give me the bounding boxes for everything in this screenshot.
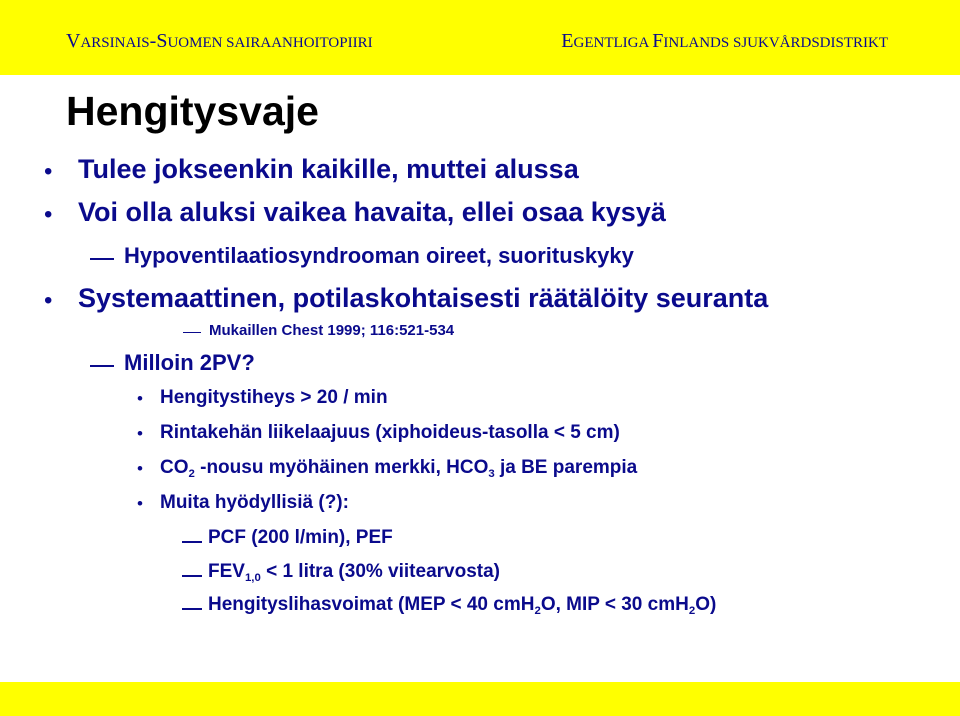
sub-bullet-item: Rintakehän liikelaajuus (xiphoideus-tasolla < 5 cm) bbox=[160, 422, 620, 443]
sub-item: Milloin 2PV? bbox=[124, 350, 255, 375]
bullet-icon: • bbox=[44, 287, 53, 314]
bullet-icon: • bbox=[137, 424, 143, 443]
dash-item: PCF (200 l/min), PEF bbox=[208, 527, 393, 548]
bullet-icon: • bbox=[137, 389, 143, 408]
dash-icon bbox=[90, 365, 114, 367]
bullet-icon: • bbox=[137, 494, 143, 513]
slide-title: Hengitysvaje bbox=[66, 88, 319, 134]
dash-item-fev: $FEV_{1,0} < 1$ litra (30% viitearvosta) bbox=[208, 561, 500, 584]
org-name-finnish: VARSINAIS-SUOMEN SAIRAANHOITOPIIRI bbox=[66, 30, 373, 52]
dash-icon bbox=[182, 541, 202, 543]
sub-bullet-item: Hengitystiheys > 20 / min bbox=[160, 387, 388, 408]
bullet-item: Tulee jokseenkin kaikille, muttei alussa bbox=[78, 154, 579, 184]
dash-icon bbox=[90, 258, 114, 260]
sub-item: Hypoventilaatiosyndrooman oireet, suorituskyky bbox=[124, 243, 634, 268]
dash-icon bbox=[182, 575, 202, 577]
sub-bullet-item: Muita hyödyllisiä (?): bbox=[160, 492, 349, 513]
bullet-item: Voi olla aluksi vaikea havaita, ellei osaa kysyä bbox=[78, 197, 666, 227]
bullet-item: Systemaattinen, potilaskohtaisesti räätälöity seuranta bbox=[78, 283, 769, 313]
dash-icon bbox=[182, 608, 202, 610]
bullet-icon: • bbox=[137, 459, 143, 478]
bullet-icon: • bbox=[44, 201, 53, 228]
header-bar bbox=[0, 0, 960, 75]
dash-icon bbox=[183, 332, 201, 333]
org-name-swedish: EGENTLIGA FINLANDS SJUKVÅRDSDISTRIKT bbox=[561, 30, 888, 52]
reference-item: Mukaillen Chest 1999; 116:521-534 bbox=[209, 322, 455, 339]
bullet-icon: • bbox=[44, 158, 53, 185]
sub-bullet-item-co2: $CO_2$ -nousu myöhäinen merkki, $HCO_3$ ja BE parempia bbox=[160, 457, 638, 480]
dash-item-lihas: Hengityslihasvoimat (MEP < 40 cmH$_2$O, MIP < 30 cmH$_2$O) bbox=[208, 594, 717, 617]
footer-bar bbox=[0, 682, 960, 716]
